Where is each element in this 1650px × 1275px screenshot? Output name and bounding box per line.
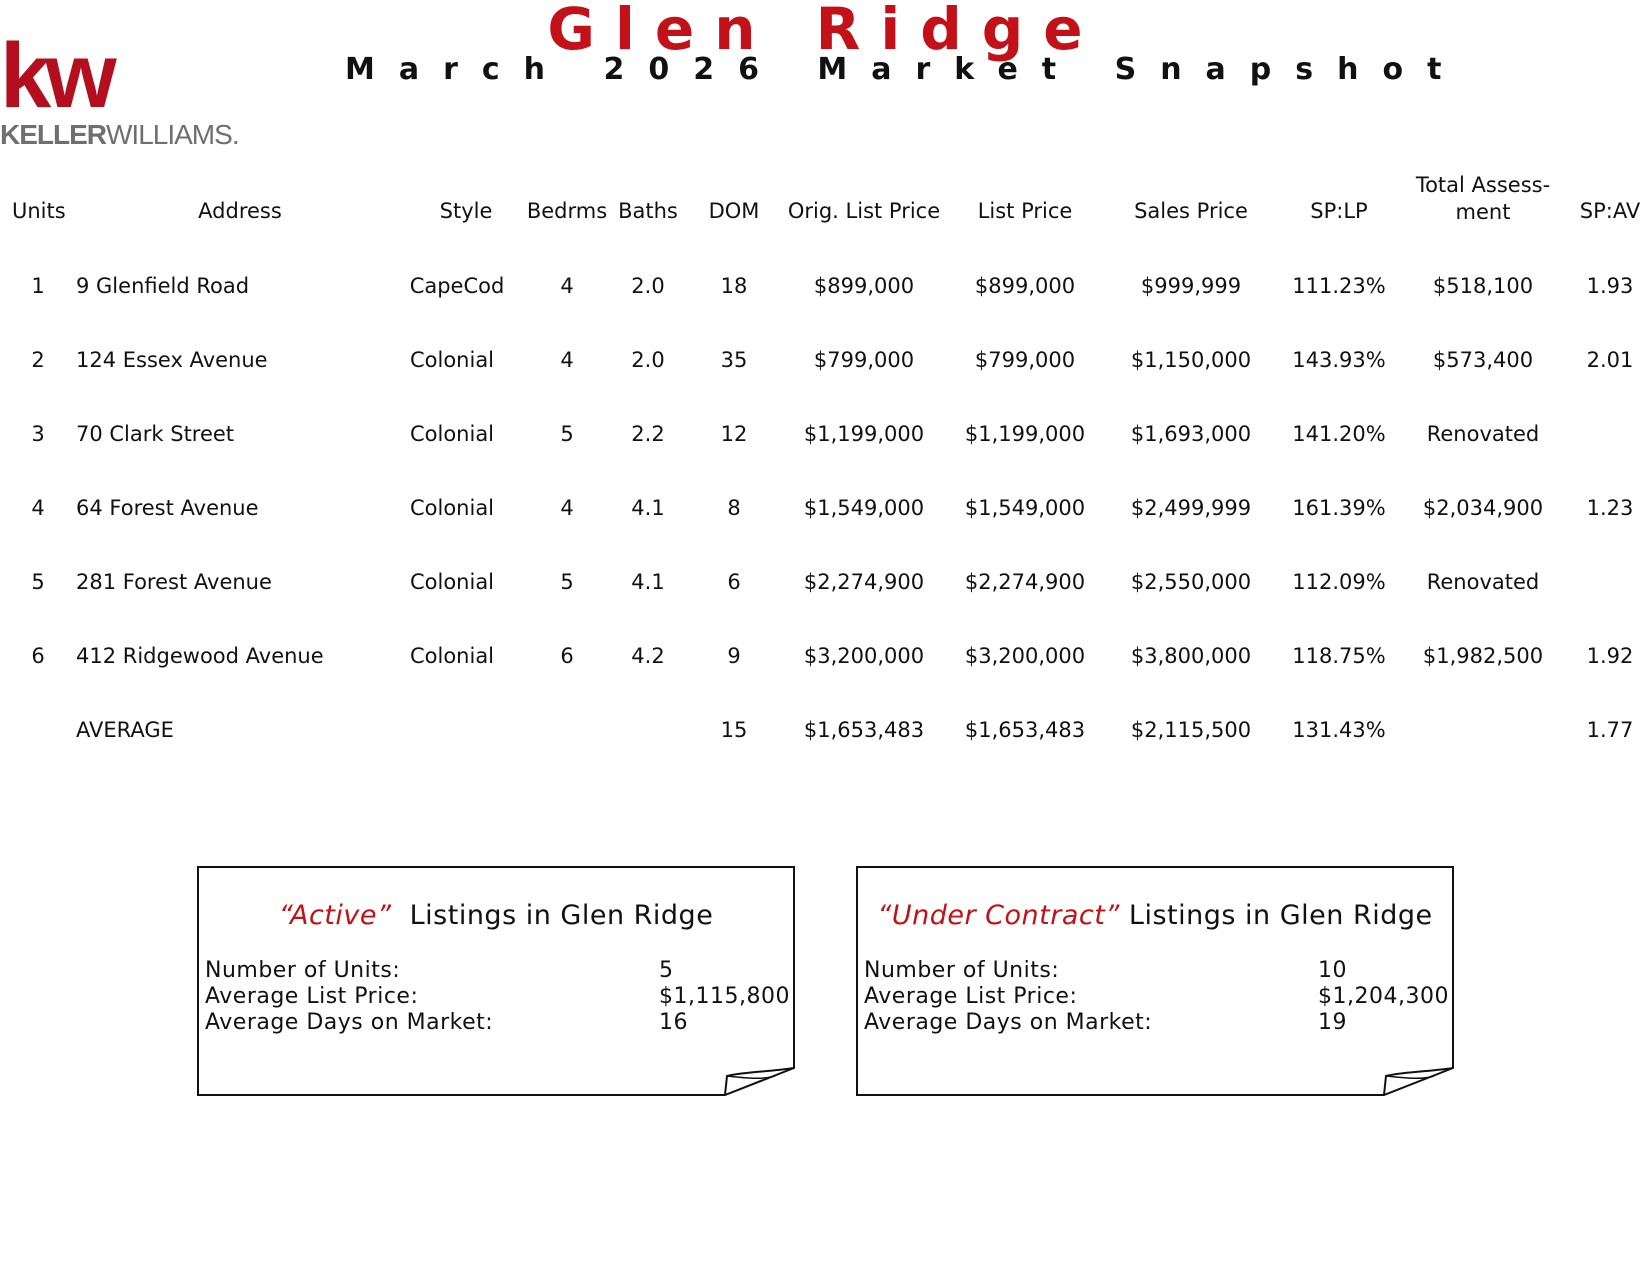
cell-baths: 4.2 [631, 644, 665, 668]
cell-orig-list: $3,200,000 [803, 644, 925, 668]
average-orig-list: $1,653,483 [803, 718, 925, 742]
average-label: AVERAGE [76, 718, 174, 742]
cell-bedrooms: 5 [560, 422, 574, 446]
avg-price-value: $1,204,300 [1318, 984, 1449, 1009]
cell-sp-lp: 141.20% [1292, 422, 1386, 446]
avg-price-label: Average List Price: [864, 984, 1078, 1009]
avg-price-value: $1,115,800 [659, 984, 790, 1009]
average-row [0, 710, 1650, 750]
cell-sp-av: 1.93 [1586, 274, 1634, 298]
cell-dom: 6 [727, 570, 741, 594]
cell-list: $1,549,000 [964, 496, 1086, 520]
cell-sp-lp: 118.75% [1292, 644, 1386, 668]
header-sp-av: SP:AV [1579, 199, 1641, 223]
logo-wordmark: KELLERWILLIAMS. [0, 119, 239, 150]
cell-baths: 2.0 [631, 348, 665, 372]
cell-sales: $999,999 [1140, 274, 1242, 298]
units-label: Number of Units: [864, 958, 1060, 983]
under-contract-card [856, 866, 1454, 1096]
cell-sp-av: 1.92 [1586, 644, 1634, 668]
cell-address: 412 Ridgewood Avenue [76, 644, 324, 668]
cell-orig-list: $1,549,000 [803, 496, 925, 520]
header-total-assessment: Total Assess- ment [1415, 173, 1551, 224]
cell-list: $1,199,000 [964, 422, 1086, 446]
cell-address: 70 Clark Street [76, 422, 235, 446]
table-row [0, 340, 1650, 380]
header-address: Address [198, 199, 282, 223]
cell-orig-list: $1,199,000 [803, 422, 925, 446]
cell-sales: $1,150,000 [1130, 348, 1252, 372]
avg-dom-label: Average Days on Market: [864, 1010, 1153, 1035]
cell-style: Colonial [409, 348, 495, 372]
table-row [0, 414, 1650, 454]
average-sales: $2,115,500 [1130, 718, 1252, 742]
cell-style: Colonial [409, 422, 495, 446]
avg-dom-value: 19 [1318, 1010, 1347, 1035]
header-orig-list-price: Orig. List Price [787, 199, 941, 223]
avg-dom-label: Average Days on Market: [205, 1010, 494, 1035]
cell-address: 9 Glenfield Road [76, 274, 250, 298]
cell-sales: $1,693,000 [1130, 422, 1252, 446]
units-value: 5 [659, 958, 674, 983]
cell-assessment: Renovated [1426, 570, 1540, 594]
cell-address: 281 Forest Avenue [76, 570, 272, 594]
card-title: “Under Contract” Listings in Glen Ridge [877, 900, 1433, 931]
cell-dom: 12 [720, 422, 748, 446]
cell-list: $899,000 [974, 274, 1076, 298]
units-label: Number of Units: [205, 958, 401, 983]
cell-unit: 3 [31, 422, 45, 446]
cell-dom: 8 [727, 496, 741, 520]
header-sp-lp: SP:LP [1310, 199, 1368, 223]
avg-dom-value: 16 [659, 1010, 688, 1035]
cell-address: 64 Forest Avenue [76, 496, 259, 520]
avg-price-label: Average List Price: [205, 984, 419, 1009]
cell-sp-lp: 111.23% [1292, 274, 1386, 298]
cell-style: Colonial [409, 570, 495, 594]
cell-dom: 35 [720, 348, 748, 372]
cell-sp-lp: 161.39% [1292, 496, 1386, 520]
cell-sp-av: 1.23 [1586, 496, 1634, 520]
cell-dom: 9 [727, 644, 741, 668]
header-baths: Baths [618, 199, 678, 223]
table-row [0, 488, 1650, 528]
average-list: $1,653,483 [964, 718, 1086, 742]
cell-orig-list: $2,274,900 [803, 570, 925, 594]
cell-assessment: $518,100 [1432, 274, 1534, 298]
cell-baths: 4.1 [631, 496, 665, 520]
cell-style: Colonial [409, 644, 495, 668]
cell-baths: 2.0 [631, 274, 665, 298]
cell-unit: 5 [31, 570, 45, 594]
page-title: Glen Ridge [547, 0, 1103, 63]
cell-list: $2,274,900 [964, 570, 1086, 594]
cell-assessment: $573,400 [1432, 348, 1534, 372]
units-value: 10 [1318, 958, 1347, 983]
active-listings-card [197, 866, 795, 1096]
cell-dom: 18 [720, 274, 748, 298]
cell-list: $3,200,000 [964, 644, 1086, 668]
card-title: “Active” Listings in Glen Ridge [278, 900, 714, 931]
header-bedrooms: Bedrms [526, 199, 608, 223]
cell-baths: 2.2 [631, 422, 665, 446]
table-row [0, 636, 1650, 676]
cell-unit: 4 [31, 496, 45, 520]
cell-sales: $2,499,999 [1130, 496, 1252, 520]
header-dom: DOM [708, 199, 760, 223]
average-sp-av: 1.77 [1586, 718, 1634, 742]
cell-orig-list: $799,000 [813, 348, 915, 372]
table-row [0, 562, 1650, 602]
table-row [0, 266, 1650, 306]
cell-list: $799,000 [974, 348, 1076, 372]
cell-assessment: $1,982,500 [1422, 644, 1544, 668]
cell-sp-lp: 143.93% [1292, 348, 1386, 372]
header-list-price: List Price [977, 199, 1073, 223]
cell-bedrooms: 6 [560, 644, 574, 668]
average-sp-lp: 131.43% [1292, 718, 1386, 742]
cell-bedrooms: 5 [560, 570, 574, 594]
cell-style: Colonial [409, 496, 495, 520]
cell-unit: 2 [31, 348, 45, 372]
cell-orig-list: $899,000 [813, 274, 915, 298]
cell-bedrooms: 4 [560, 348, 574, 372]
cell-sp-lp: 112.09% [1292, 570, 1386, 594]
page-subtitle: March 2026 Market Snapshot [345, 52, 1466, 87]
cell-unit: 6 [31, 644, 45, 668]
cell-address: 124 Essex Avenue [76, 348, 268, 372]
cell-assessment: $2,034,900 [1422, 496, 1544, 520]
cell-assessment: Renovated [1426, 422, 1540, 446]
header-sales-price: Sales Price [1134, 199, 1248, 223]
cell-baths: 4.1 [631, 570, 665, 594]
logo-mark: kw [0, 25, 111, 127]
header-units: Units [12, 199, 66, 223]
cell-style: CapeCod [409, 274, 505, 298]
cell-bedrooms: 4 [560, 496, 574, 520]
cell-sales: $2,550,000 [1130, 570, 1252, 594]
average-dom: 15 [720, 718, 748, 742]
cell-unit: 1 [31, 274, 45, 298]
cell-sales: $3,800,000 [1130, 644, 1252, 668]
header-style: Style [439, 199, 493, 223]
cell-bedrooms: 4 [560, 274, 574, 298]
cell-sp-av: 2.01 [1586, 348, 1634, 372]
